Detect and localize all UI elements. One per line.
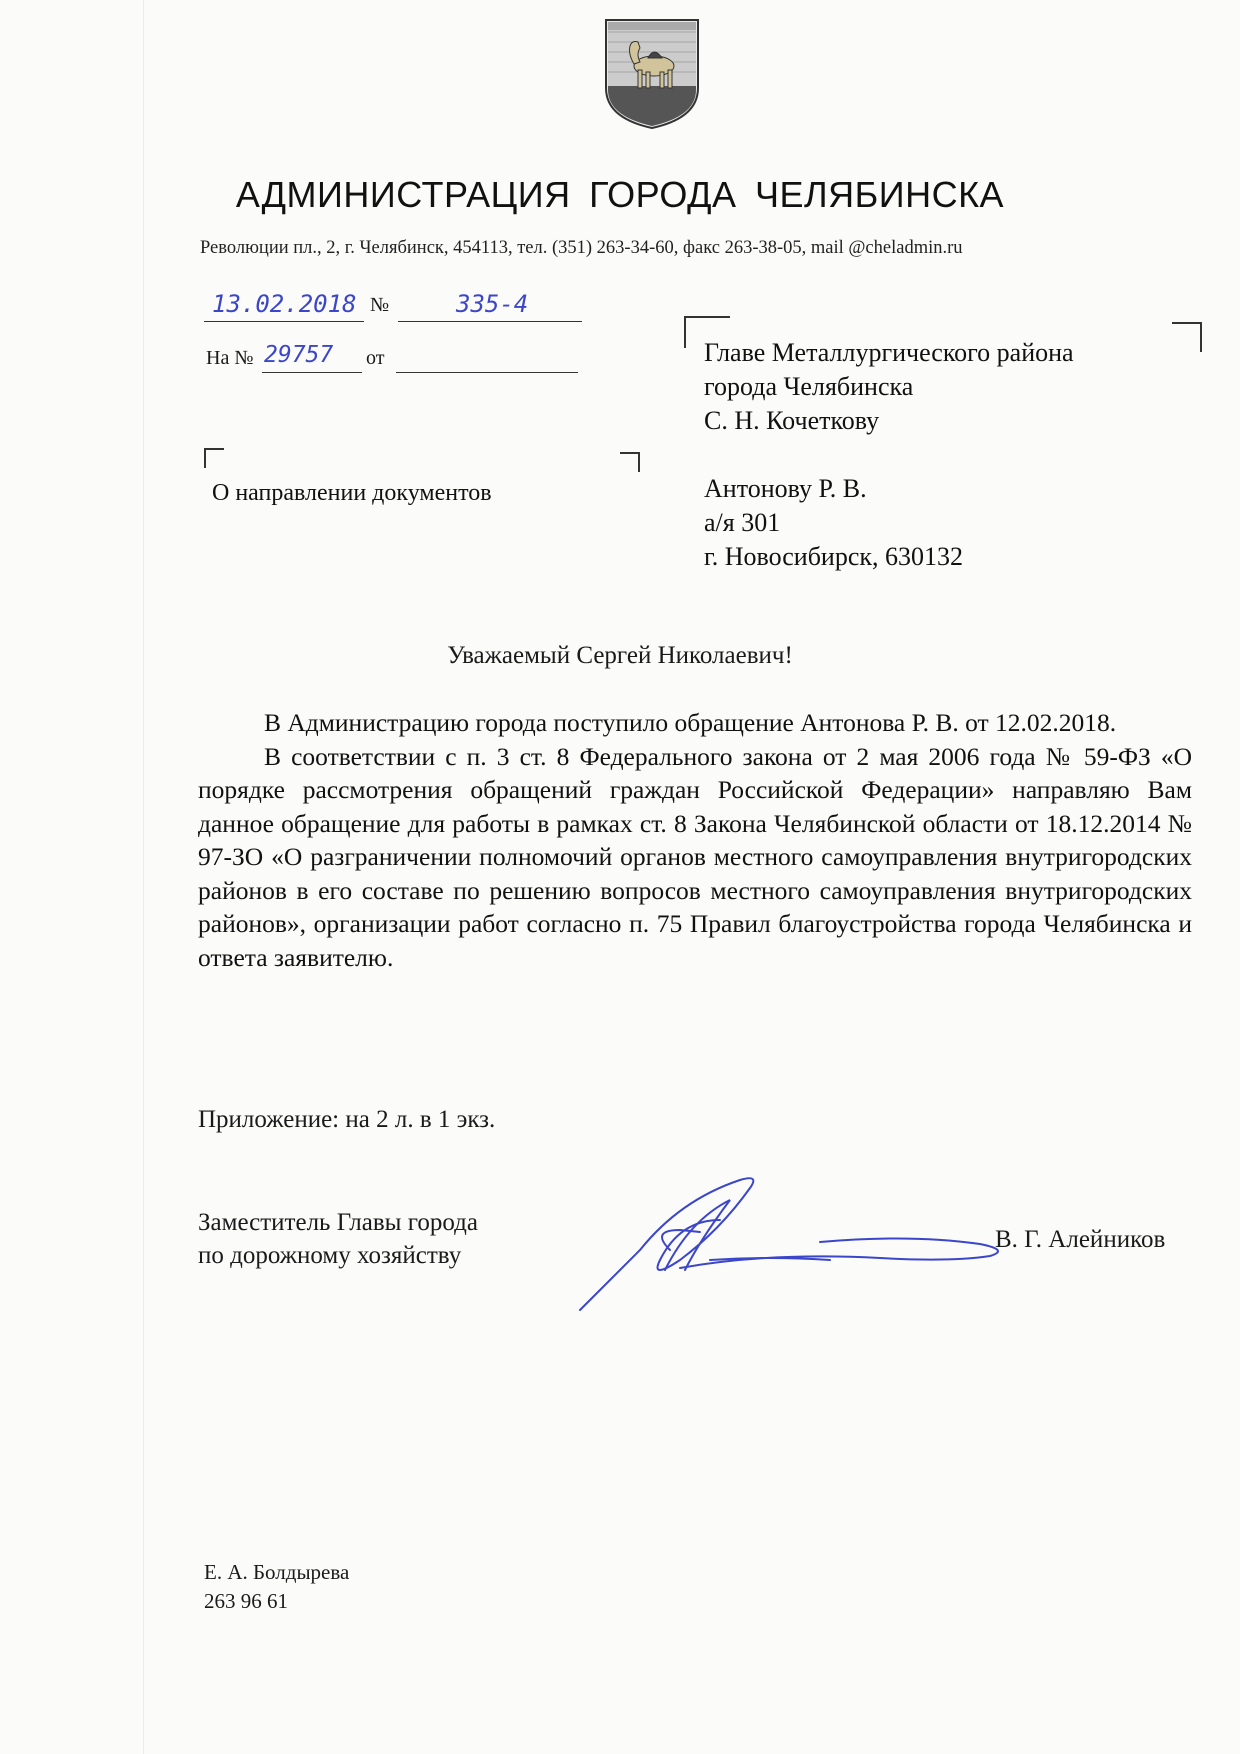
body-paragraph-1: В Администрацию города поступило обращение Антонова Р. В. от 12.02.2018. — [264, 708, 1117, 737]
from-label: от — [366, 347, 385, 369]
subject-corner-left — [204, 448, 224, 468]
body-paragraph-2: В соответствии с п. 3 ст. 8 Федерального закона от 2 мая 2006 года № 59-ФЗ «О порядке рассмотрения обращений граждан Российской Федерации» направляю Вам данное обращение для работы в рамках ст. 8 Закона Челябинской области от 18.12.2014 № 97-ЗО «О разграничении полномочий органов местного самоуправления внутригородских районов в его составе по решению вопросов местного самоуправления внутригородских районов», организации работ согласно п. 75 Правил благоустройства города Челябинска и ответа заявителю. — [198, 741, 1192, 972]
from-line — [396, 338, 578, 373]
executor-block — [204, 1558, 349, 1616]
salutation: Уважаемый Сергей Николаевич! — [447, 642, 793, 669]
addressee-line3: С. Н. Кочеткову — [704, 406, 880, 435]
ref-number: 29757 — [264, 342, 334, 368]
copy-addressee-line2: а/я 301 — [704, 508, 781, 537]
attachment-note: Приложение: на 2 л. в 1 экз. — [198, 1106, 496, 1133]
executor-phone: 263 96 61 — [204, 1589, 288, 1613]
position-line1: Заместитель Главы города — [198, 1209, 478, 1236]
subject-corner-right — [620, 452, 640, 472]
copy-addressee-block — [704, 472, 963, 574]
ref-label: На № — [206, 347, 254, 369]
letter-body — [198, 706, 1192, 974]
copy-addressee-line1: Антонову Р. В. — [704, 474, 867, 503]
signatory-name: В. Г. Алейников — [995, 1226, 1166, 1253]
executor-name: Е. А. Болдырева — [204, 1560, 350, 1584]
addressee-line2: города Челябинска — [704, 372, 914, 401]
handwritten-signature — [570, 1160, 1030, 1320]
city-coat-of-arms — [602, 18, 702, 130]
addressee-block — [704, 336, 1074, 438]
organization-title: АДМИНИСТРАЦИЯ ГОРОДА ЧЕЛЯБИНСКА — [235, 174, 1005, 215]
copy-addressee-line3: г. Новосибирск, 630132 — [704, 542, 964, 571]
organization-contacts: Революции пл., 2, г. Челябинск, 454113, тел. (351) 263-34-60, факс 263-38-05, mail @cheladmin.ru — [200, 238, 963, 258]
letter-subject: О направлении документов — [212, 480, 492, 506]
position-line2: по дорожному хозяйству — [198, 1242, 462, 1269]
addressee-corner-right — [1172, 322, 1202, 352]
addressee-line1: Главе Металлургического района — [704, 338, 1074, 367]
registration-date: 13.02.2018 — [212, 290, 357, 318]
number-label: № — [370, 294, 390, 316]
signatory-position — [198, 1206, 478, 1272]
registration-number: 335-4 — [456, 290, 529, 318]
margin-line — [143, 0, 144, 1754]
